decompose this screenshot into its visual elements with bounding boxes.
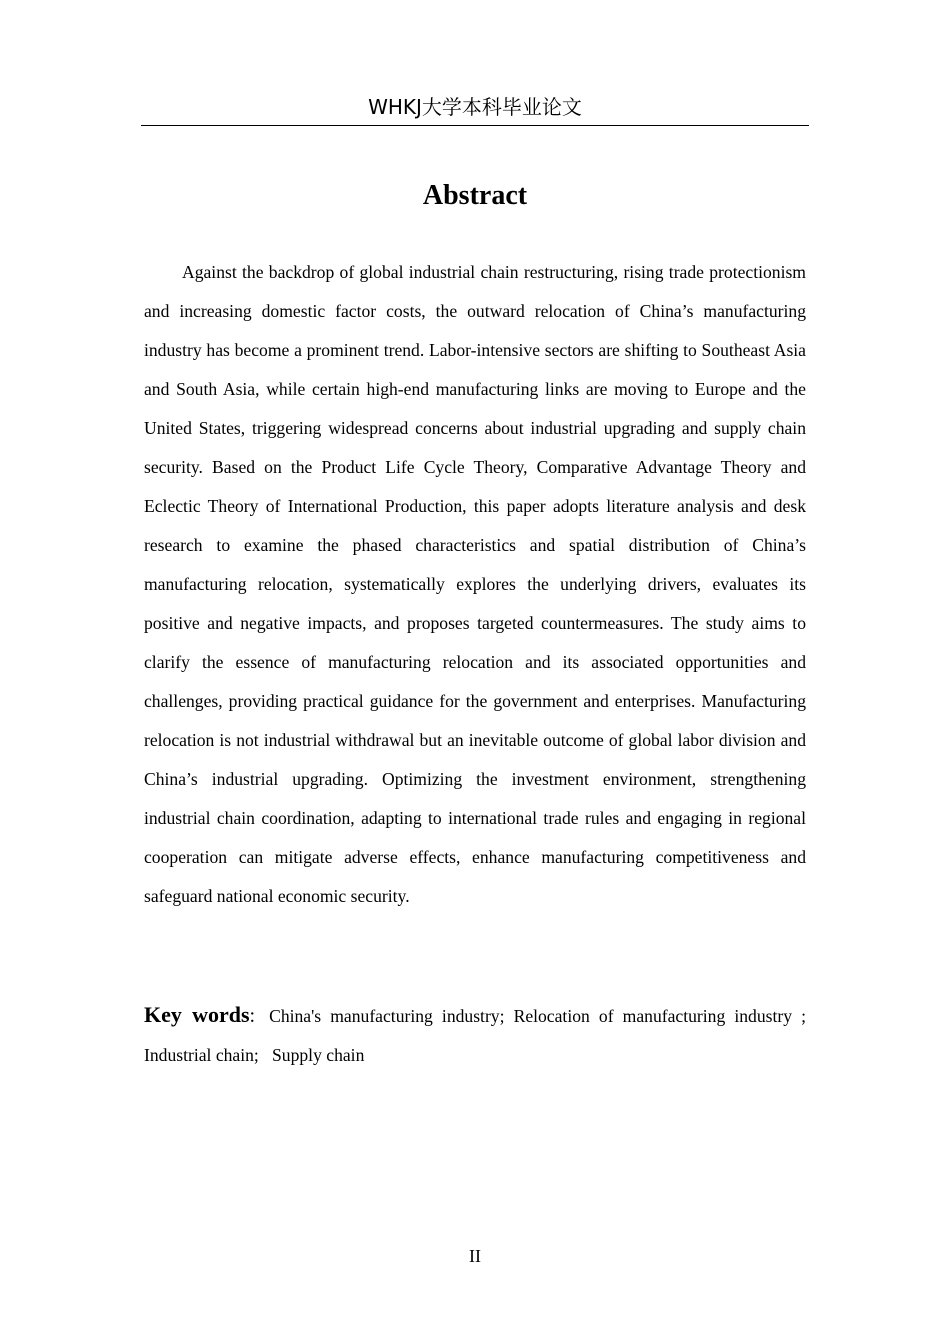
keywords-colon: : [249,1005,256,1027]
abstract-heading: Abstract [422,180,528,211]
keywords-paragraph [144,995,820,1075]
page-number: II [469,1246,481,1266]
keywords-label: Key words [144,1002,250,1027]
header-rule [141,125,809,126]
running-header: WHKJ大学本科毕业论文 [368,95,582,119]
abstract-body: Against the backdrop of global industrial chain restructuring, rising trade protectionism and increasing domestic factor costs, the outward relocation of China’s manufacturing industry has become a prominent trend. Labor-intensive sectors are shifting to Southeast Asia and South Asia, while certain high-end manufacturing links are moving to Europe and the United States, triggering widespread concerns about industrial upgrading and supply chain security. Based on the Product Life Cycle Theory, Comparative Advantage Theory and Eclectic Theory of International Production, this paper adopts literature analysis and desk research to examine the phased characteristics and spatial distribution of China’s manufacturing relocation, systematically explores the underlying drivers, evaluates its positive and negative impacts, and proposes targeted countermeasures. The study aims to clarify the essence of manufacturing relocation and its associated opportunities and challenges, providing practical guidance for the government and enterprises. Manufacturing relocation is not industrial withdrawal but an inevitable outcome of global labor division and China’s industrial upgrading. Optimizing the investment environment, strengthening industrial chain coordination, adapting to international trade rules and engaging in regional cooperation can mitigate adverse effects, enhance manufacturing competitiveness and safeguard national economic security. [144,262,806,906]
keywords-text: China's manufacturing industry; Relocation of manufacturing industry ; Industrial chain; Supply chain [144,1006,820,1065]
